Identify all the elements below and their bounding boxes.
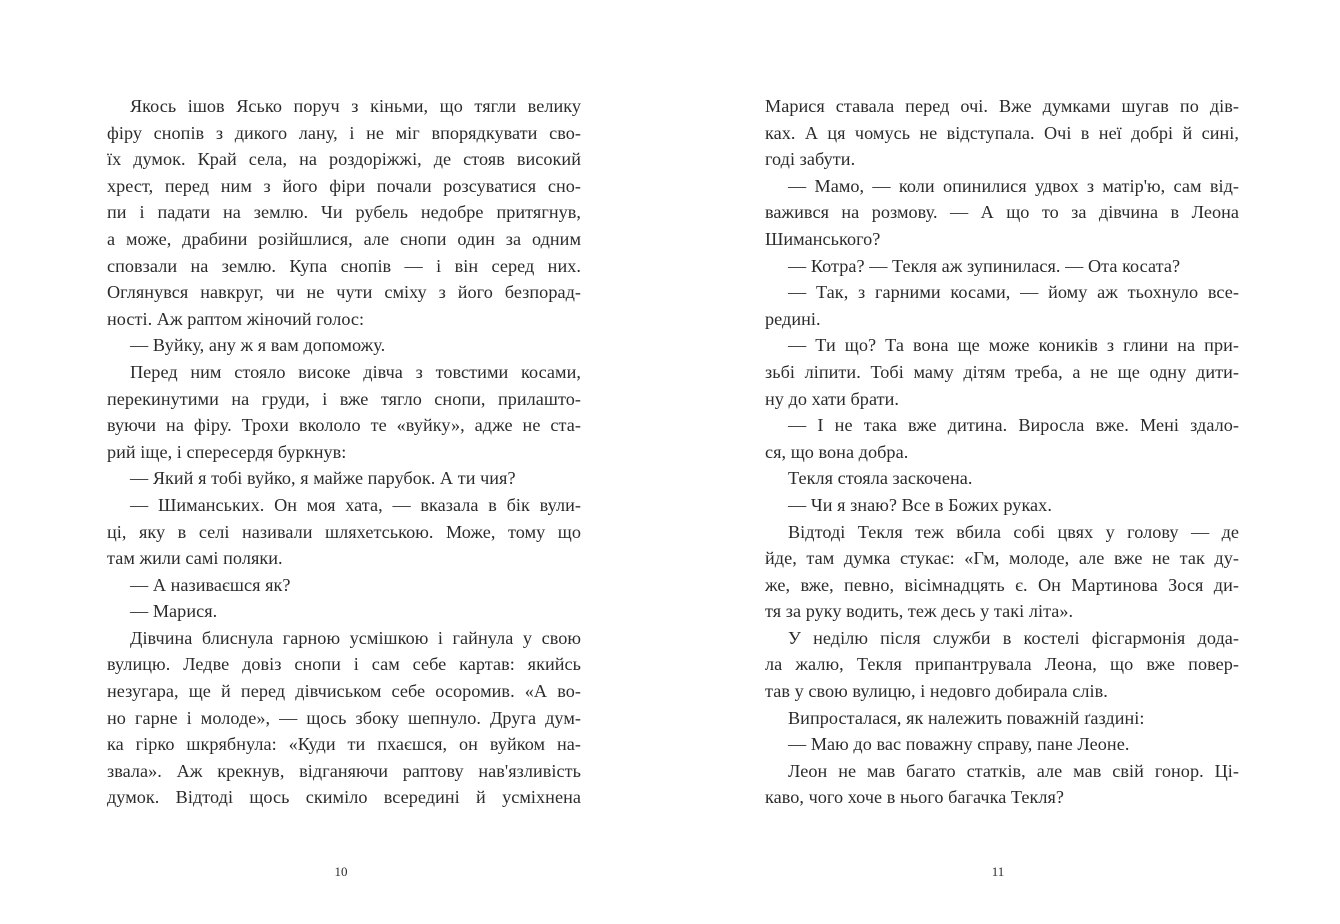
left-line: Якось ішов Ясько поруч з кіньми, що тягли велику — [130, 96, 581, 116]
left-line: думок. Відтоді щось скиміло всередині й усміхнена — [107, 787, 581, 808]
page-number-right: 11 — [991, 864, 1005, 879]
left-line: — А називаєшся як? — [130, 574, 291, 595]
right-page-text — [765, 93, 1239, 811]
right-line: ла жалю, Текля припантрувала Леона, що вже повер- — [765, 654, 1239, 675]
right-line: — Котра? — Текля аж зупинилася. — Ота косата? — [788, 255, 1181, 276]
right-line: — Мамо, — коли опинилися удвох з матір'ю, сам від- — [788, 175, 1239, 196]
right-line: же, вже, певно, вісімнадцять є. Он Мартинова Зося ди- — [765, 574, 1239, 595]
page-number-left: 10 — [334, 864, 348, 879]
right-line: каво, чого хоче в нього багачка Текля? — [765, 787, 1065, 808]
left-line: — Вуйку, ану ж я вам допоможу. — [130, 335, 386, 356]
right-line: У неділю після служби в костелі фісгармонія дода- — [788, 627, 1239, 648]
right-line: ках. А ця чомусь не відступала. Очі в неї добрі й сині, — [765, 122, 1239, 143]
right-line: ся, що вона добра. — [765, 441, 909, 462]
left-line: їх думок. Край села, на роздоріжжі, де стояв високий — [107, 149, 581, 170]
right-line: Леон не мав багато статків, але мав свій гонор. Ці- — [788, 760, 1239, 781]
left-line: ка гірко шкрябнула: «Куди ти пхаєшся, он вуйком на- — [107, 734, 581, 755]
right-line: тя за руку водить, теж десь у такі літа». — [765, 601, 1074, 622]
left-line: — Який я тобі вуйко, я майже парубок. А ти чия? — [130, 468, 516, 489]
right-line: — Маю до вас поважну справу, пане Леоне. — [788, 734, 1130, 755]
left-line: а може, драбини розійшлися, але снопи один за одним — [107, 228, 581, 249]
right-line: — І не така вже дитина. Виросла вже. Мені здало- — [788, 415, 1239, 436]
left-line: фіру снопів з дикого лану, і не міг впорядкувати сво- — [107, 122, 581, 143]
right-line: — Так, з гарними косами, — йому аж тьохнуло все- — [788, 282, 1239, 303]
right-line: годі забути. — [765, 149, 856, 170]
left-line: Оглянувся навкруг, чи не чути сміху з його безпорад- — [107, 282, 581, 303]
right-line: — Ти що? Та вона ще може коників з глини на при- — [788, 335, 1239, 356]
left-line: звала». Аж крекнув, відганяючи раптову нав'язливість — [107, 760, 581, 781]
right-line: Шиманського? — [765, 228, 881, 249]
right-line: важився на розмову. — А що то за дівчина в Леона — [765, 202, 1239, 223]
left-line: но гарне і молоде», — щось збоку шепнуло. Друга дум- — [107, 707, 581, 728]
right-line: ну до хати брати. — [765, 388, 899, 409]
left-page-text — [107, 93, 581, 811]
left-line: ності. Аж раптом жіночий голос: — [107, 308, 365, 329]
left-line: пи і падати на землю. Чи рубель недобре притягнув, — [107, 202, 581, 223]
left-line: вулицю. Ледве довіз снопи і сам себе картав: якийсь — [107, 654, 581, 675]
right-line: Відтоді Текля теж вбила собі цвях у голову — де — [788, 521, 1239, 542]
left-line: там жили самі поляки. — [107, 548, 283, 569]
left-line: вуючи на фіру. Трохи вкололо те «вуйку», адже не ста- — [107, 415, 581, 436]
left-line: рий іще, і спересердя буркнув: — [107, 441, 347, 462]
left-line: — Марися. — [130, 601, 218, 622]
left-line: ці, яку в селі називали шляхетською. Може, тому що — [107, 521, 581, 542]
right-line: Випросталася, як належить поважній ґаздині: — [788, 707, 1145, 728]
right-line: йде, там думка стукає: «Гм, молоде, але вже не так ду- — [765, 548, 1239, 569]
right-line: — Чи я знаю? Все в Божих руках. — [788, 494, 1052, 515]
left-line: Перед ним стояло високе дівча з товстими косами, — [130, 361, 581, 382]
right-line: зьбі ліпити. Тобі маму дітям треба, а не ще одну дити- — [765, 361, 1239, 382]
right-line: Марися ставала перед очі. Вже думками шугав по дів- — [765, 96, 1239, 116]
left-line: хрест, перед ним з його фіри почали розсуватися сно- — [107, 175, 581, 196]
left-line: — Шиманських. Он моя хата, — вказала в бік вули- — [130, 494, 581, 515]
left-line: Дівчина блиснула гарною усмішкою і гайнула у свою — [130, 627, 581, 648]
right-line: Текля стояла заскочена. — [788, 468, 973, 489]
right-line: тав у свою вулицю, і недовго добирала слів. — [765, 681, 1108, 702]
left-line: незугара, ще й перед дівчиськом себе осоромив. «А во- — [107, 681, 581, 702]
left-line: перекинутими на груди, і вже тягло снопи, прилашто- — [107, 388, 581, 409]
left-line: сповзали на землю. Купа снопів — і він серед них. — [107, 255, 581, 276]
right-line: редині. — [765, 308, 821, 329]
